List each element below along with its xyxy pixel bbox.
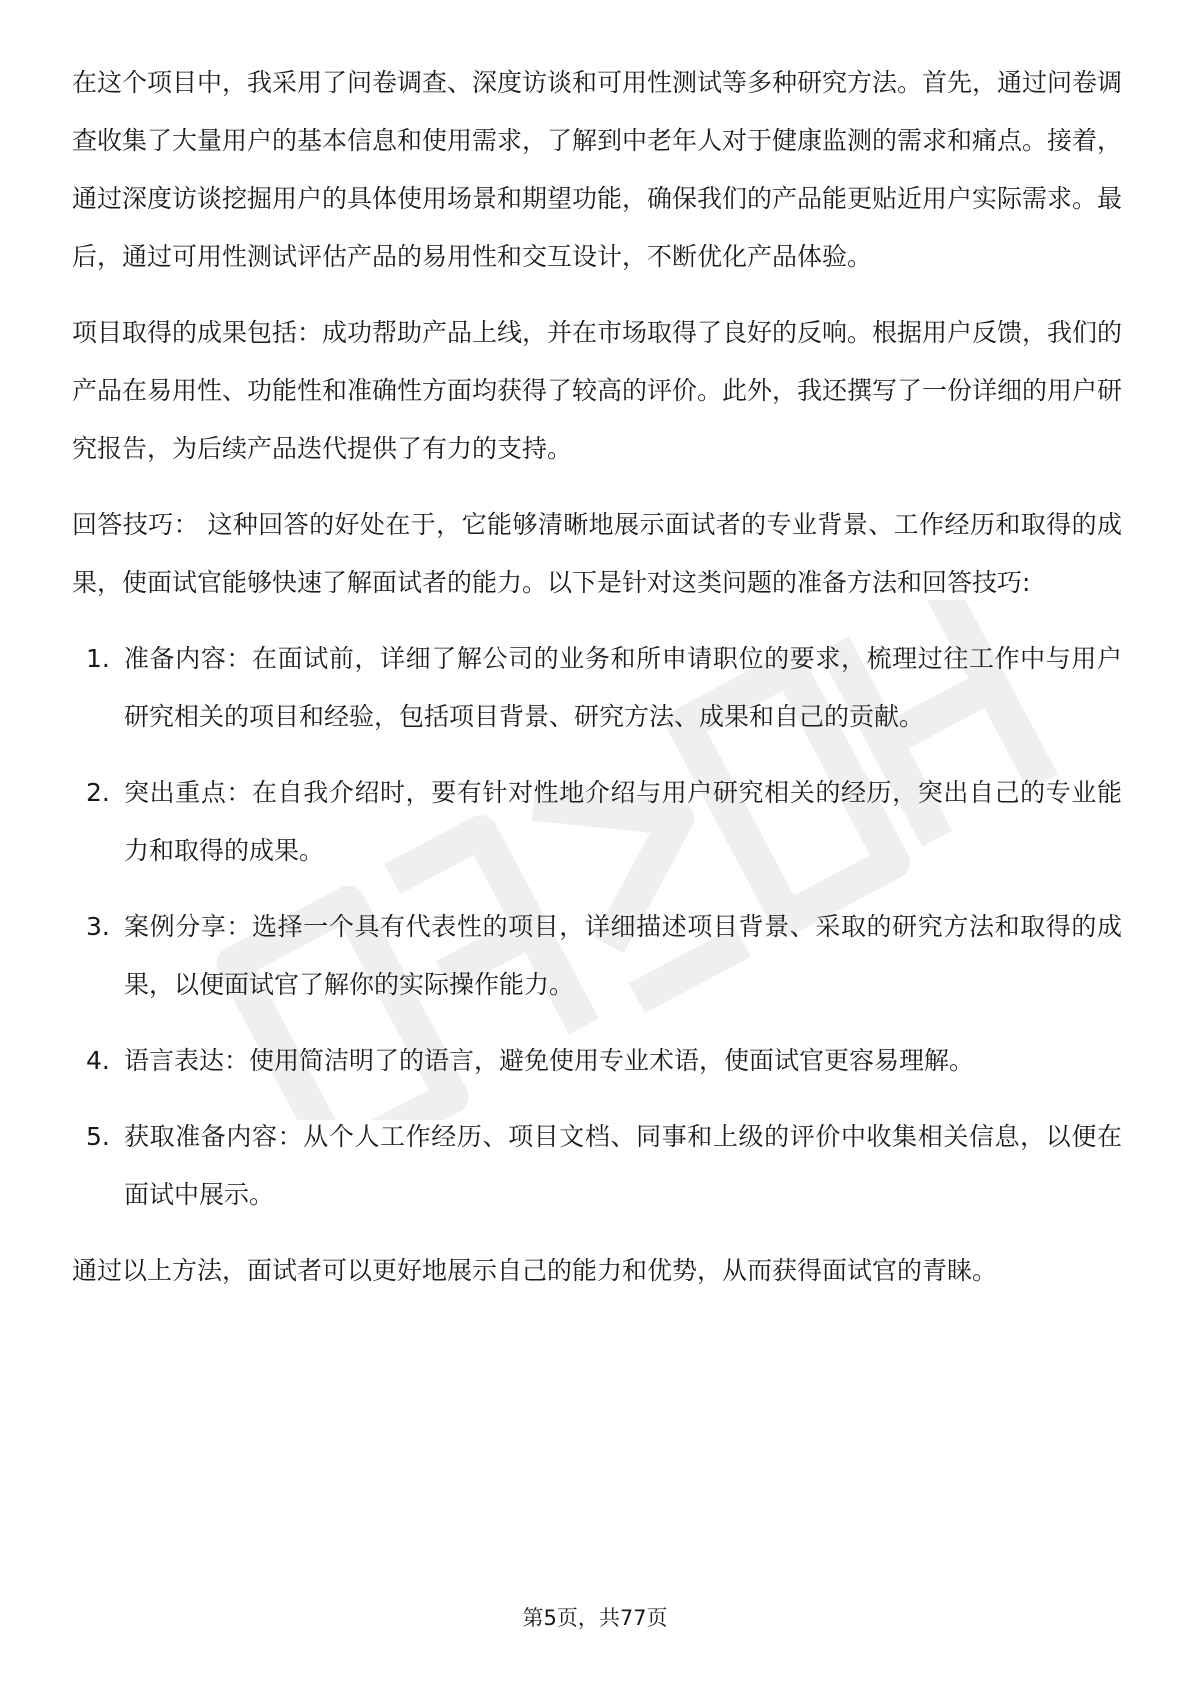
list-item — [72, 764, 1122, 880]
list-item-number: 1. — [86, 644, 110, 673]
tips-list — [72, 630, 1122, 1224]
list-item-number: 2. — [86, 778, 110, 807]
list-item-number: 3. — [86, 912, 110, 941]
list-item-text: 获取准备内容：从个人工作经历、项目文档、同事和上级的评价中收集相关信息，以便在面试中展示。 — [124, 1122, 1122, 1209]
paragraph-results: 项目取得的成果包括：成功帮助产品上线，并在市场取得了良好的反响。根据用户反馈，我们的产品在易用性、功能性和准确性方面均获得了较高的评价。此外，我还撰写了一份详细的用户研究报告，为后续产品迭代提供了有力的支持。 — [72, 318, 1123, 463]
paragraph-conclusion: 通过以上方法，面试者可以更好地展示自己的能力和优势，从而获得面试官的青睐。 — [72, 1256, 998, 1285]
list-item-text: 案例分享：选择一个具有代表性的项目，详细描述项目背景、采取的研究方法和取得的成果，以便面试官了解你的实际操作能力。 — [124, 912, 1122, 999]
list-item-number: 4. — [86, 1046, 110, 1075]
page-number: 第5页，共77页 — [522, 1606, 668, 1630]
list-item-text: 突出重点：在自我介绍时，要有针对性地介绍与用户研究相关的经历，突出自己的专业能力和取得的成果。 — [124, 778, 1122, 865]
list-item — [72, 1032, 1122, 1090]
list-item — [72, 630, 1122, 746]
paragraph-methods: 在这个项目中，我采用了问卷调查、深度访谈和可用性测试等多种研究方法。首先，通过问卷调查收集了大量用户的基本信息和使用需求，了解到中老年人对于健康监测的需求和痛点。接着，通过深度访谈挖掘用户的具体使用场景和期望功能，确保我们的产品能更贴近用户实际需求。最后，通过可用性测试评估产品的易用性和交互设计，不断优化产品体验。 — [72, 68, 1123, 271]
paragraph-tips-intro: 回答技巧： 这种回答的好处在于，它能够清晰地展示面试者的专业背景、工作经历和取得的成果，使面试官能够快速了解面试者的能力。以下是针对这类问题的准备方法和回答技巧: — [72, 510, 1122, 597]
list-item — [72, 898, 1122, 1014]
list-item-text: 语言表达：使用简洁明了的语言，避免使用专业术语，使面试官更容易理解。 — [124, 1046, 975, 1075]
list-item — [72, 1108, 1122, 1224]
list-item-text: 准备内容：在面试前，详细了解公司的业务和所申请职位的要求，梳理过往工作中与用户研究相关的项目和经验，包括项目背景、研究方法、成果和自己的贡献。 — [124, 644, 1122, 731]
list-item-number: 5. — [86, 1122, 110, 1151]
